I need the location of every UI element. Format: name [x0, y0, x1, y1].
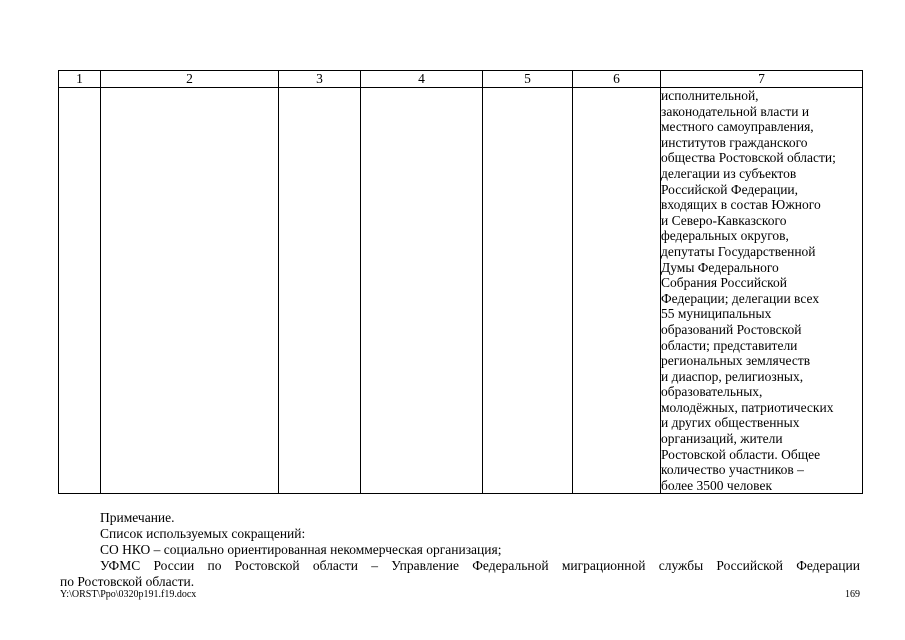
column-number-3: 3 [279, 71, 361, 88]
abbr-word: Федерации [796, 558, 860, 573]
cell-col-6 [573, 88, 661, 494]
cell-text-line: исполнительной, [661, 88, 759, 103]
program-table [58, 70, 863, 494]
cell-col-1 [59, 88, 101, 494]
cell-text-line: входящих в состав Южного [661, 197, 821, 213]
abbr-word: – [371, 558, 378, 573]
cell-col-2 [101, 88, 279, 494]
cell-text-line: области; представители [661, 337, 798, 353]
cell-text-line: Думы Федерального [661, 259, 779, 275]
cell-col-3 [279, 88, 361, 494]
abbr-word: службы [658, 558, 704, 573]
abbr-word: Управление [391, 558, 459, 573]
column-number-1: 1 [59, 71, 101, 88]
cell-text-line: более 3500 человек [661, 477, 773, 493]
cell-text-line: институтов гражданского [661, 134, 808, 150]
abbr-word: УФМС [100, 558, 141, 573]
cell-text-line: общества Ростовской области; [661, 150, 836, 166]
column-number-6: 6 [573, 71, 661, 88]
cell-text-line: образований Ростовской [661, 321, 802, 337]
cell-text-line: делегации из субъектов [661, 165, 797, 181]
abbr-word: области [312, 558, 358, 573]
cell-text-line: и других общественных [661, 415, 800, 431]
cell-text-line: организаций, жители [661, 431, 783, 447]
abbr-word: миграционной [561, 558, 646, 573]
table-row [59, 88, 863, 494]
abbr-word: по [207, 558, 222, 573]
cell-text-line: федеральных округов, [661, 228, 789, 244]
column-number-7: 7 [661, 71, 863, 88]
cell-text-line: количество участников – [661, 462, 804, 478]
cell-text-line: молодёжных, патриотических [661, 399, 834, 415]
cell-text-line: Ростовской области. Общее [661, 446, 821, 462]
cell-text-line: региональных землячеств [661, 353, 811, 369]
abbr-word: России [153, 558, 195, 573]
abbreviation-ufms-continuation: по Ростовской области. [60, 574, 195, 589]
page-footer [60, 589, 860, 600]
column-number-4: 4 [361, 71, 483, 88]
abbr-word: Российской [716, 558, 783, 573]
note-section [60, 510, 860, 590]
column-number-5: 5 [483, 71, 573, 88]
cell-text-line: Российской Федерации, [661, 181, 799, 197]
cell-text-line: и диаспор, религиозных, [661, 368, 804, 384]
table-header-row [59, 71, 863, 88]
abbr-word: Федеральной [472, 558, 549, 573]
cell-text-line: образовательных, [661, 384, 763, 400]
cell-col-4 [361, 88, 483, 494]
cell-text-line: местного самоуправления, [661, 119, 814, 135]
file-path: Y:\ORST\Ppo\0320p191.f19.docx [60, 589, 197, 600]
cell-col-7-participants [661, 88, 863, 494]
abbreviation-ufms-line [60, 558, 860, 574]
cell-text-line: депутаты Государственной [661, 243, 816, 259]
cell-text-line: 55 муниципальных [661, 306, 772, 322]
column-number-2: 2 [101, 71, 279, 88]
abbr-word: Ростовской [234, 558, 300, 573]
cell-text-line: Федерации; делегации всех [661, 290, 820, 306]
note-heading: Примечание. [100, 510, 175, 525]
abbreviations-title: Список используемых сокращений: [100, 526, 306, 541]
abbreviation-so-nko: СО НКО – социально ориентированная некоммерческая организация; [100, 542, 502, 557]
cell-text-line: законодательной власти и [661, 103, 810, 119]
page-number: 169 [845, 589, 860, 600]
cell-text-line: Собрания Российской [661, 275, 787, 291]
cell-col-5 [483, 88, 573, 494]
cell-text-line: и Северо-Кавказского [661, 212, 787, 228]
